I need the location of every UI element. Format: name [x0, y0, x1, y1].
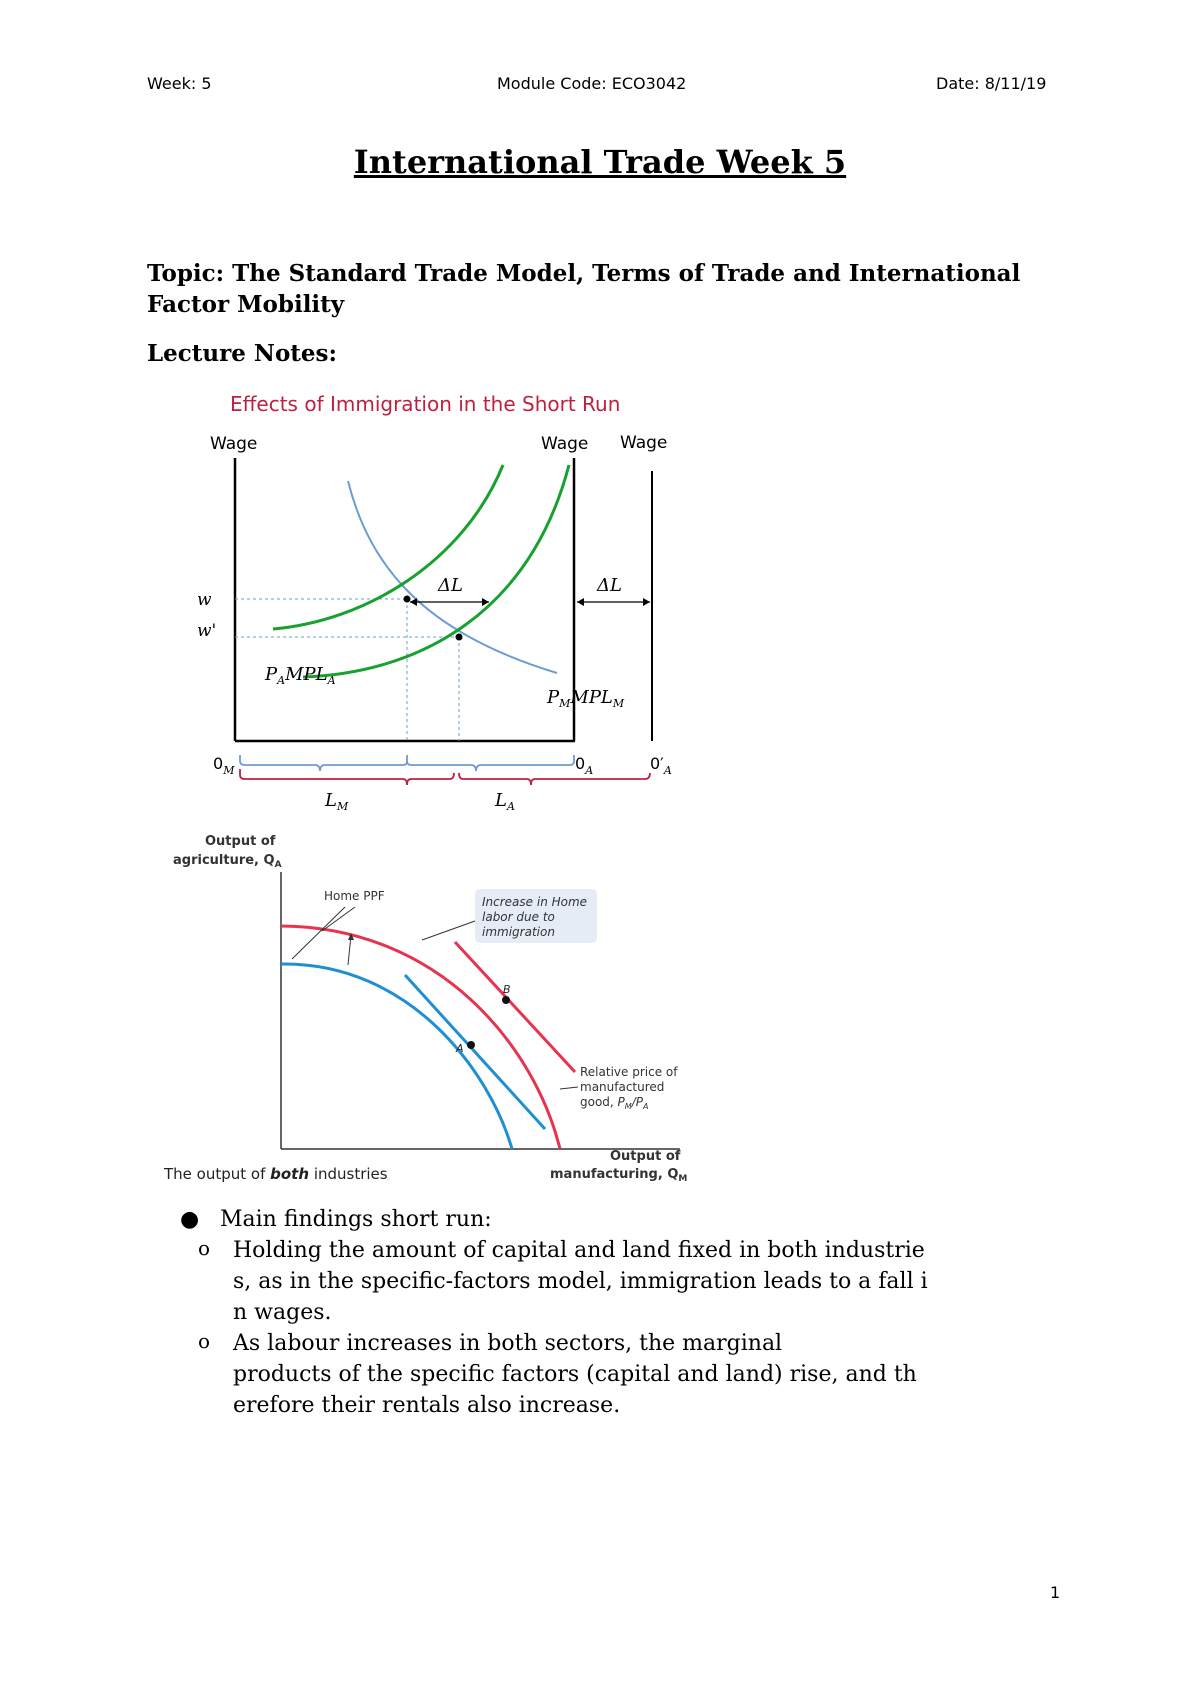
y-axis-label-line2: agriculture, $Q_A$ [173, 853, 282, 870]
lecture-notes-heading: Lecture Notes: [147, 340, 337, 367]
topic-heading: Topic: The Standard Trade Model, Terms of Trade and International Factor Mobility [147, 260, 1021, 318]
sub-finding-item-1 [100, 1235, 1080, 1328]
delta-l-label-1: ΔL [438, 575, 463, 596]
main-finding-text: Main findings short run: [220, 1207, 492, 1232]
home-ppf-label: Home PPF [324, 889, 385, 903]
lm-label: $L_M$ [325, 790, 349, 813]
figure1-title: Effects of Immigration in the Short Run [230, 392, 621, 416]
immigration-short-run-figure [145, 383, 680, 818]
main-finding-item [160, 1204, 1080, 1235]
equilibrium-point-original [404, 596, 411, 603]
annotation-line1: Increase in Home [482, 895, 588, 909]
header-week: Week: 5 [147, 74, 212, 93]
sub-finding-1-line-3: n wages. [233, 1300, 332, 1325]
sub-finding-2-line-3: erefore their rentals also increase. [233, 1393, 621, 1418]
wage-label-left: Wage [210, 434, 258, 454]
wage-label-right: Wage [620, 433, 668, 453]
annotation-line2: labor due to [482, 910, 555, 924]
bullet-dot-icon: ● [180, 1207, 200, 1232]
origin-a-label: $0_A$ [575, 754, 594, 777]
origin-m-label: $0_M$ [213, 754, 235, 777]
x-axis-label-line2: manufacturing, $Q_M$ [550, 1167, 688, 1184]
delta-l-label-2: ΔL [597, 575, 622, 596]
sub-finding-2-line-1: As labour increases in both sectors, the marginal [233, 1331, 783, 1356]
ppf-immigration-figure [160, 827, 688, 1184]
w-prime-label: w' [197, 621, 217, 641]
equilibrium-point-new [456, 634, 463, 641]
price-label-line2: manufactured [580, 1080, 665, 1094]
circle-bullet-icon: o [198, 1236, 211, 1260]
circle-bullet-icon: o [198, 1329, 211, 1353]
sub-finding-2-line-2: products of the specific factors (capital and land) rise, and th [233, 1362, 917, 1387]
point-b-label: B [503, 983, 511, 996]
page-number: 1 [1050, 1583, 1061, 1602]
price-label-line3: good, $P_M/P_A$ [580, 1095, 649, 1111]
point-a-marker [467, 1041, 475, 1049]
sub-finding-item-2 [100, 1328, 1080, 1421]
annotation-line3: immigration [482, 925, 555, 939]
page-title: International Trade Week 5 [353, 143, 847, 181]
sub-finding-1-line-2: s, as in the specific-factors model, immigration leads to a fall i [233, 1269, 928, 1294]
w-label: w [197, 590, 212, 610]
sub-finding-1-line-1: Holding the amount of capital and land fixed in both industrie [233, 1238, 925, 1263]
pa-mpla-label: $P_AMPL_A$ [265, 664, 336, 687]
price-label-line1: Relative price of [580, 1065, 678, 1079]
findings-list [160, 1204, 1080, 1421]
la-label: $L_A$ [495, 790, 515, 813]
x-axis-label-line1: Output of [610, 1149, 681, 1164]
pm-mplm-label: $P_MMPL_M$ [547, 687, 625, 710]
wage-label-mid: Wage [541, 434, 589, 454]
point-b-marker [502, 996, 510, 1004]
header-module-code: Module Code: ECO3042 [497, 74, 687, 93]
point-a-label: A [456, 1042, 464, 1055]
origin-a-prime-label: $0'_A$ [650, 754, 672, 777]
y-axis-label-line1: Output of [205, 834, 276, 849]
header-date: Date: 8/11/19 [936, 74, 1047, 93]
figure2-caption: The output of both industries [164, 1165, 388, 1183]
